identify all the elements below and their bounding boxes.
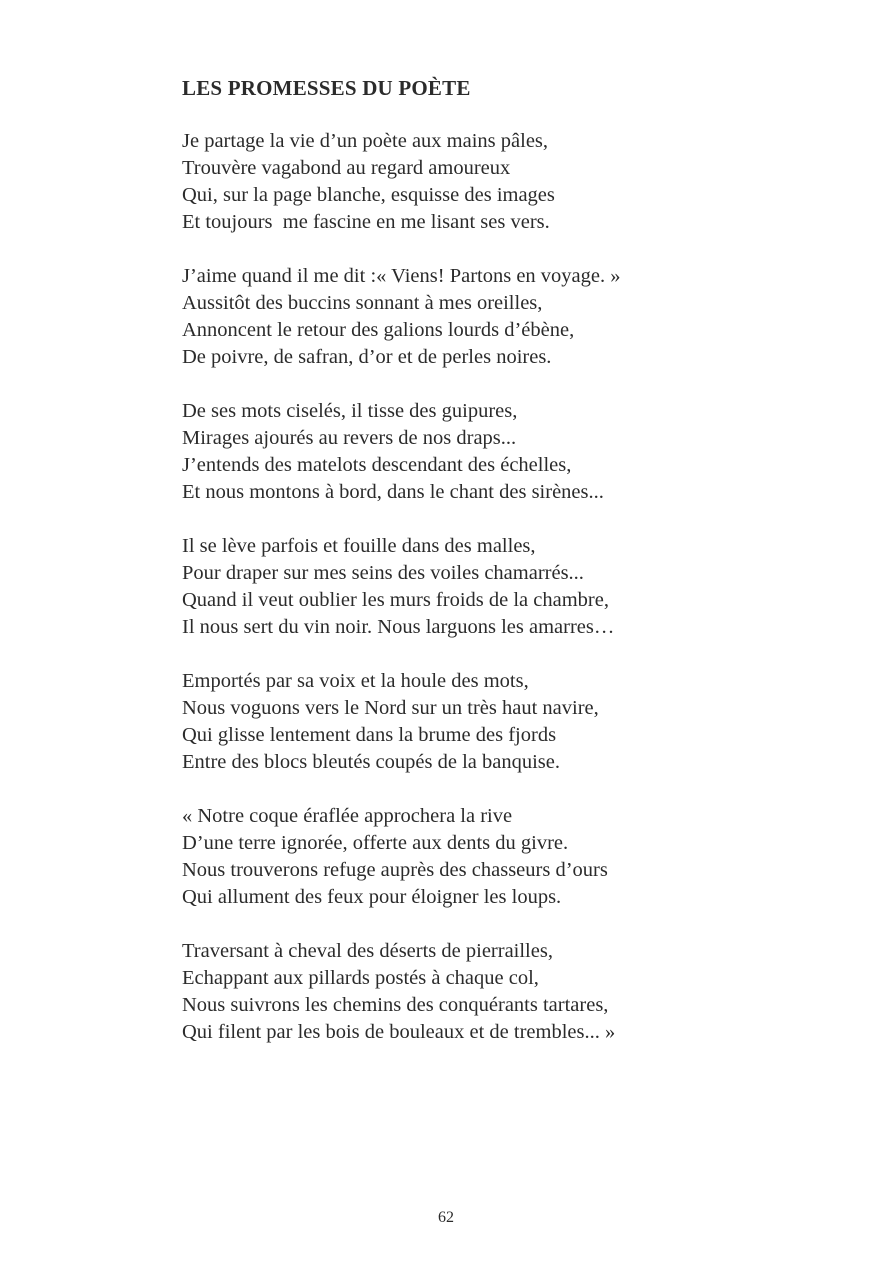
poem-line: De ses mots ciselés, il tisse des guipures, xyxy=(182,400,518,422)
poem-line: Qui allument des feux pour éloigner les loups. xyxy=(182,886,562,908)
stanza-6 xyxy=(182,803,822,911)
poem-line: Trouvère vagabond au regard amoureux xyxy=(182,157,511,179)
poem-line: Quand il veut oublier les murs froids de la chambre, xyxy=(182,589,609,611)
poem-line: Qui filent par les bois de bouleaux et de trembles... » xyxy=(182,1021,616,1043)
poem-line: Il se lève parfois et fouille dans des malles, xyxy=(182,535,536,557)
poem-line: Qui glisse lentement dans la brume des fjords xyxy=(182,724,557,746)
poem-line: J’aime quand il me dit :« Viens! Partons en voyage. » xyxy=(182,265,621,287)
poem-line: Traversant à cheval des déserts de pierrailles, xyxy=(182,940,553,962)
poem-line: J’entends des matelots descendant des échelles, xyxy=(182,454,572,476)
poem-line: Il nous sert du vin noir. Nous larguons les amarres… xyxy=(182,616,615,638)
poem-line: Emportés par sa voix et la houle des mots, xyxy=(182,670,529,692)
poem-line: Pour draper sur mes seins des voiles chamarrés... xyxy=(182,562,584,584)
stanza-5 xyxy=(182,668,822,776)
stanza-3 xyxy=(182,398,822,506)
poem-line: Echappant aux pillards postés à chaque col, xyxy=(182,967,539,989)
stanza-1 xyxy=(182,128,822,236)
poem-line: Nous voguons vers le Nord sur un très haut navire, xyxy=(182,697,599,719)
poem-line: De poivre, de safran, d’or et de perles noires. xyxy=(182,346,552,368)
stanza-2 xyxy=(182,263,822,371)
page-number: 62 xyxy=(438,1209,454,1226)
poem-line: Mirages ajourés au revers de nos draps... xyxy=(182,427,517,449)
stanza-7 xyxy=(182,938,822,1046)
poem-line: Je partage la vie d’un poète aux mains pâles, xyxy=(182,130,549,152)
poem-title: LES PROMESSES DU POÈTE xyxy=(182,76,471,100)
poem-line: Annoncent le retour des galions lourds d’ébène, xyxy=(182,319,575,341)
poem-line: Entre des blocs bleutés coupés de la banquise. xyxy=(182,751,560,773)
poem-line: Qui, sur la page blanche, esquisse des images xyxy=(182,184,555,206)
poem-line: « Notre coque éraflée approchera la rive xyxy=(182,805,513,827)
document-page xyxy=(182,74,822,1073)
stanza-4 xyxy=(182,533,822,641)
poem-line: Nous suivrons les chemins des conquérants tartares, xyxy=(182,994,609,1016)
poem-line: Et toujours me fascine en me lisant ses vers. xyxy=(182,211,550,233)
poem-line: D’une terre ignorée, offerte aux dents du givre. xyxy=(182,832,569,854)
poem-line: Nous trouverons refuge auprès des chasseurs d’ours xyxy=(182,859,608,881)
poem-line: Aussitôt des buccins sonnant à mes oreilles, xyxy=(182,292,543,314)
poem-line: Et nous montons à bord, dans le chant des sirènes... xyxy=(182,481,604,503)
